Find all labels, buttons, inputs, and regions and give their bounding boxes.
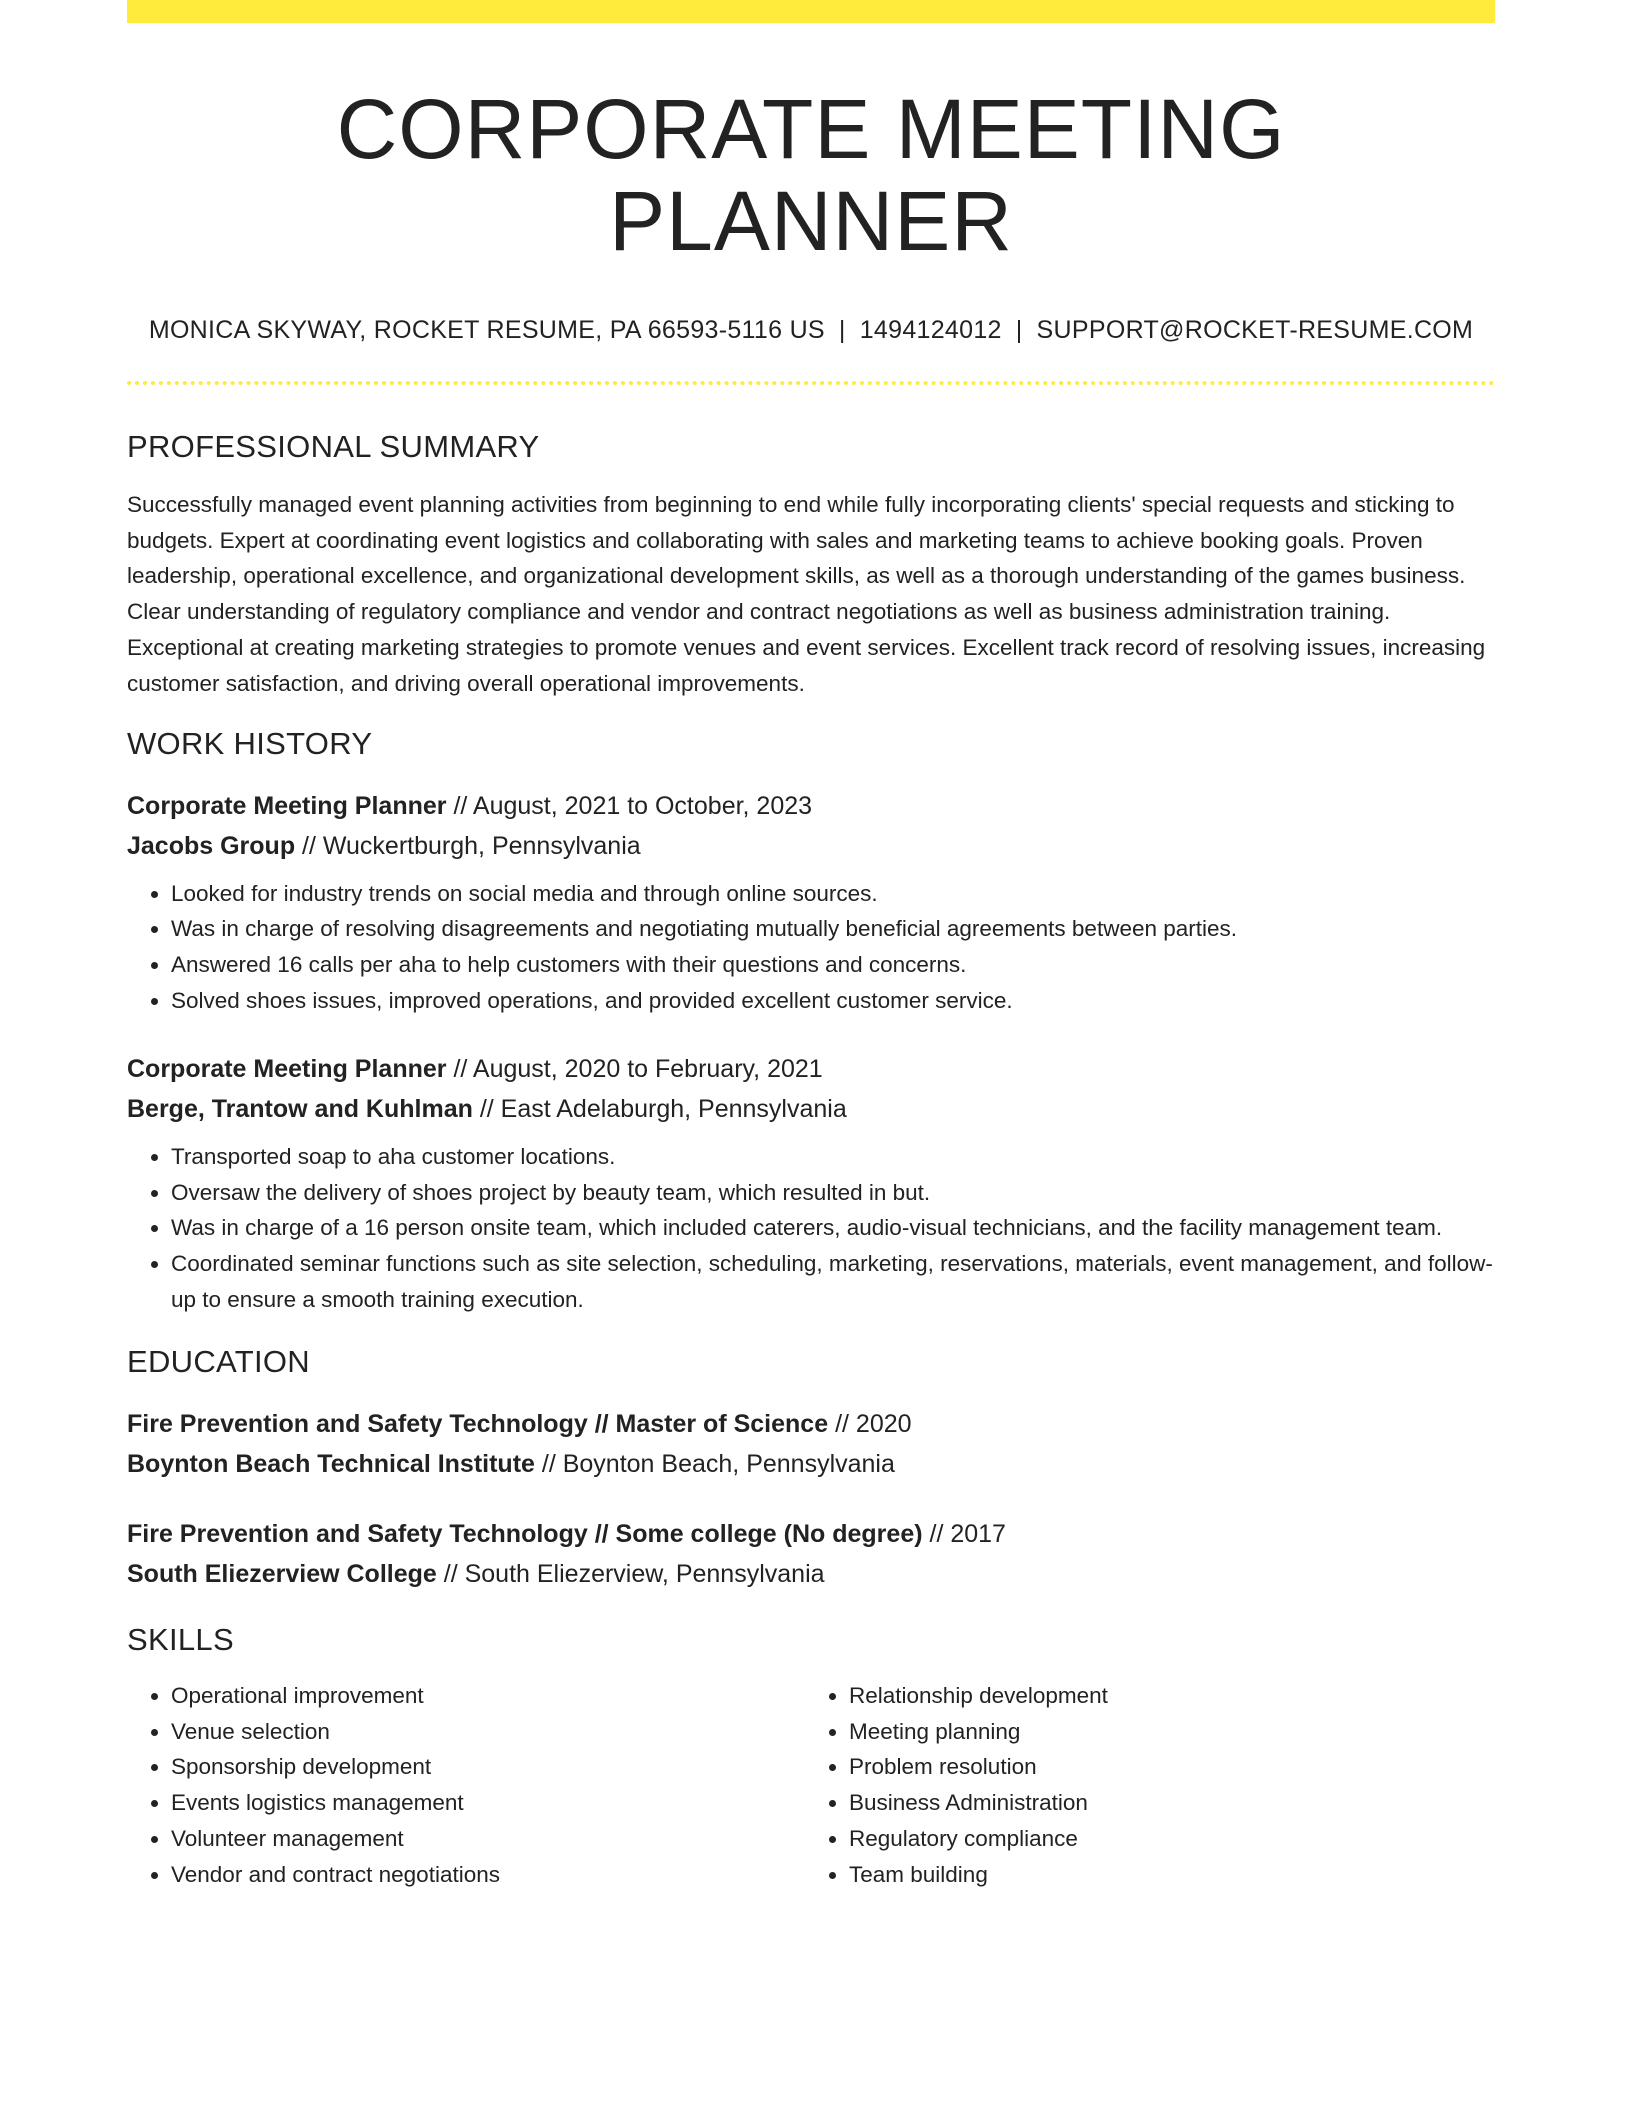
education-year: // 2020 [835, 1409, 912, 1438]
skill-item: • Team building [849, 1857, 1479, 1893]
job-entry [127, 786, 1495, 1019]
job-company: Jacobs Group [127, 831, 296, 860]
job-bullets [127, 1139, 1495, 1318]
work-history-heading: WORK HISTORY [127, 725, 373, 761]
education-degree: Fire Prevention and Safety Technology // Some college (No degree) [127, 1519, 923, 1548]
education-entry [127, 1514, 1495, 1594]
resume-page [127, 0, 1495, 1893]
education-entry [127, 1404, 1495, 1484]
summary-text: Successfully managed event planning activities from beginning to end while fully incorporating clients' special requests and sticking to budgets. Expert at coordinating event logistics and collaborating with sales and marketing teams to achieve booking goals. Proven leadership, operational excellence, and organizational development skills, as well as a thorough understanding of the games business. Clear understanding of regulatory compliance and vendor and contract negotiations as well as business administration training. Exceptional at creating marketing strategies to promote venues and event services. Excellent track record of resolving issues, increasing customer satisfaction, and driving overall operational improvements. [127, 491, 1486, 696]
skill-item: • Events logistics management [171, 1785, 801, 1821]
education-year: // 2017 [929, 1519, 1006, 1548]
top-accent-bar [127, 0, 1495, 23]
skill-item: • Sponsorship development [171, 1749, 801, 1785]
job-company: Berge, Trantow and Kuhlman [127, 1094, 473, 1123]
job-bullets [127, 876, 1495, 1019]
education-location: // Boynton Beach, Pennsylvania [541, 1449, 895, 1478]
summary-heading: PROFESSIONAL SUMMARY [127, 428, 540, 464]
job-bullet: • Solved shoes issues, improved operations, and provided excellent customer service. [171, 983, 1495, 1019]
job-role: Corporate Meeting Planner [127, 1054, 447, 1083]
skill-item: • Volunteer management [171, 1821, 801, 1857]
education-degree: Fire Prevention and Safety Technology // Master of Science [127, 1409, 829, 1438]
job-dates: // August, 2020 to February, 2021 [453, 1054, 823, 1083]
education-degree-line [127, 1404, 1495, 1444]
job-title-line [127, 1049, 1495, 1089]
job-bullet: • Looked for industry trends on social media and through online sources. [171, 876, 1495, 912]
job-bullet: • Was in charge of resolving disagreements and negotiating mutually beneficial agreements between parties. [171, 911, 1495, 947]
education-heading: EDUCATION [127, 1343, 310, 1379]
skill-item: • Relationship development [849, 1678, 1479, 1714]
contact-separator: | [838, 315, 846, 344]
job-entry [127, 1049, 1495, 1318]
education-school: Boynton Beach Technical Institute [127, 1449, 535, 1478]
contact-email: SUPPORT@ROCKET-RESUME.COM [1036, 315, 1474, 344]
contact-line [127, 316, 1495, 345]
skills-list-right [801, 1678, 1479, 1893]
skill-item: • Regulatory compliance [849, 1821, 1479, 1857]
job-location: // East Adelaburgh, Pennsylvania [479, 1094, 847, 1123]
education-location: // South Eliezerview, Pennsylvania [443, 1559, 825, 1588]
resume-title: CORPORATE MEETING PLANNER [336, 82, 1286, 269]
education-degree-line [127, 1514, 1495, 1554]
job-company-line [127, 1089, 1495, 1129]
contact-phone: 1494124012 [859, 315, 1002, 344]
skill-item: • Problem resolution [849, 1749, 1479, 1785]
contact-separator: | [1015, 315, 1023, 344]
contact-address: MONICA SKYWAY, ROCKET RESUME, PA 66593-5116 US [148, 315, 825, 344]
job-role: Corporate Meeting Planner [127, 791, 447, 820]
job-dates: // August, 2021 to October, 2023 [453, 791, 813, 820]
skill-item: • Meeting planning [849, 1714, 1479, 1750]
dotted-divider [127, 381, 1495, 385]
skill-item: • Vendor and contract negotiations [171, 1857, 801, 1893]
job-bullet: • Coordinated seminar functions such as site selection, scheduling, marketing, reservations, materials, event management, and follow-up to ensure a smooth training execution. [171, 1246, 1495, 1318]
education-school: South Eliezerview College [127, 1559, 437, 1588]
education-school-line [127, 1554, 1495, 1594]
skills-heading: SKILLS [127, 1621, 234, 1657]
skill-item: • Venue selection [171, 1714, 801, 1750]
job-company-line [127, 826, 1495, 866]
job-bullet: • Answered 16 calls per aha to help customers with their questions and concerns. [171, 947, 1495, 983]
job-bullet: • Oversaw the delivery of shoes project by beauty team, which resulted in but. [171, 1175, 1495, 1211]
job-title-line [127, 786, 1495, 826]
skill-item: • Operational improvement [171, 1678, 801, 1714]
skills-list-left [127, 1678, 801, 1893]
education-school-line [127, 1444, 1495, 1484]
job-location: // Wuckertburgh, Pennsylvania [302, 831, 641, 860]
job-bullet: • Was in charge of a 16 person onsite team, which included caterers, audio-visual technicians, and the facility management team. [171, 1210, 1495, 1246]
skill-item: • Business Administration [849, 1785, 1479, 1821]
job-bullet: • Transported soap to aha customer locations. [171, 1139, 1495, 1175]
skills-columns [127, 1678, 1495, 1893]
